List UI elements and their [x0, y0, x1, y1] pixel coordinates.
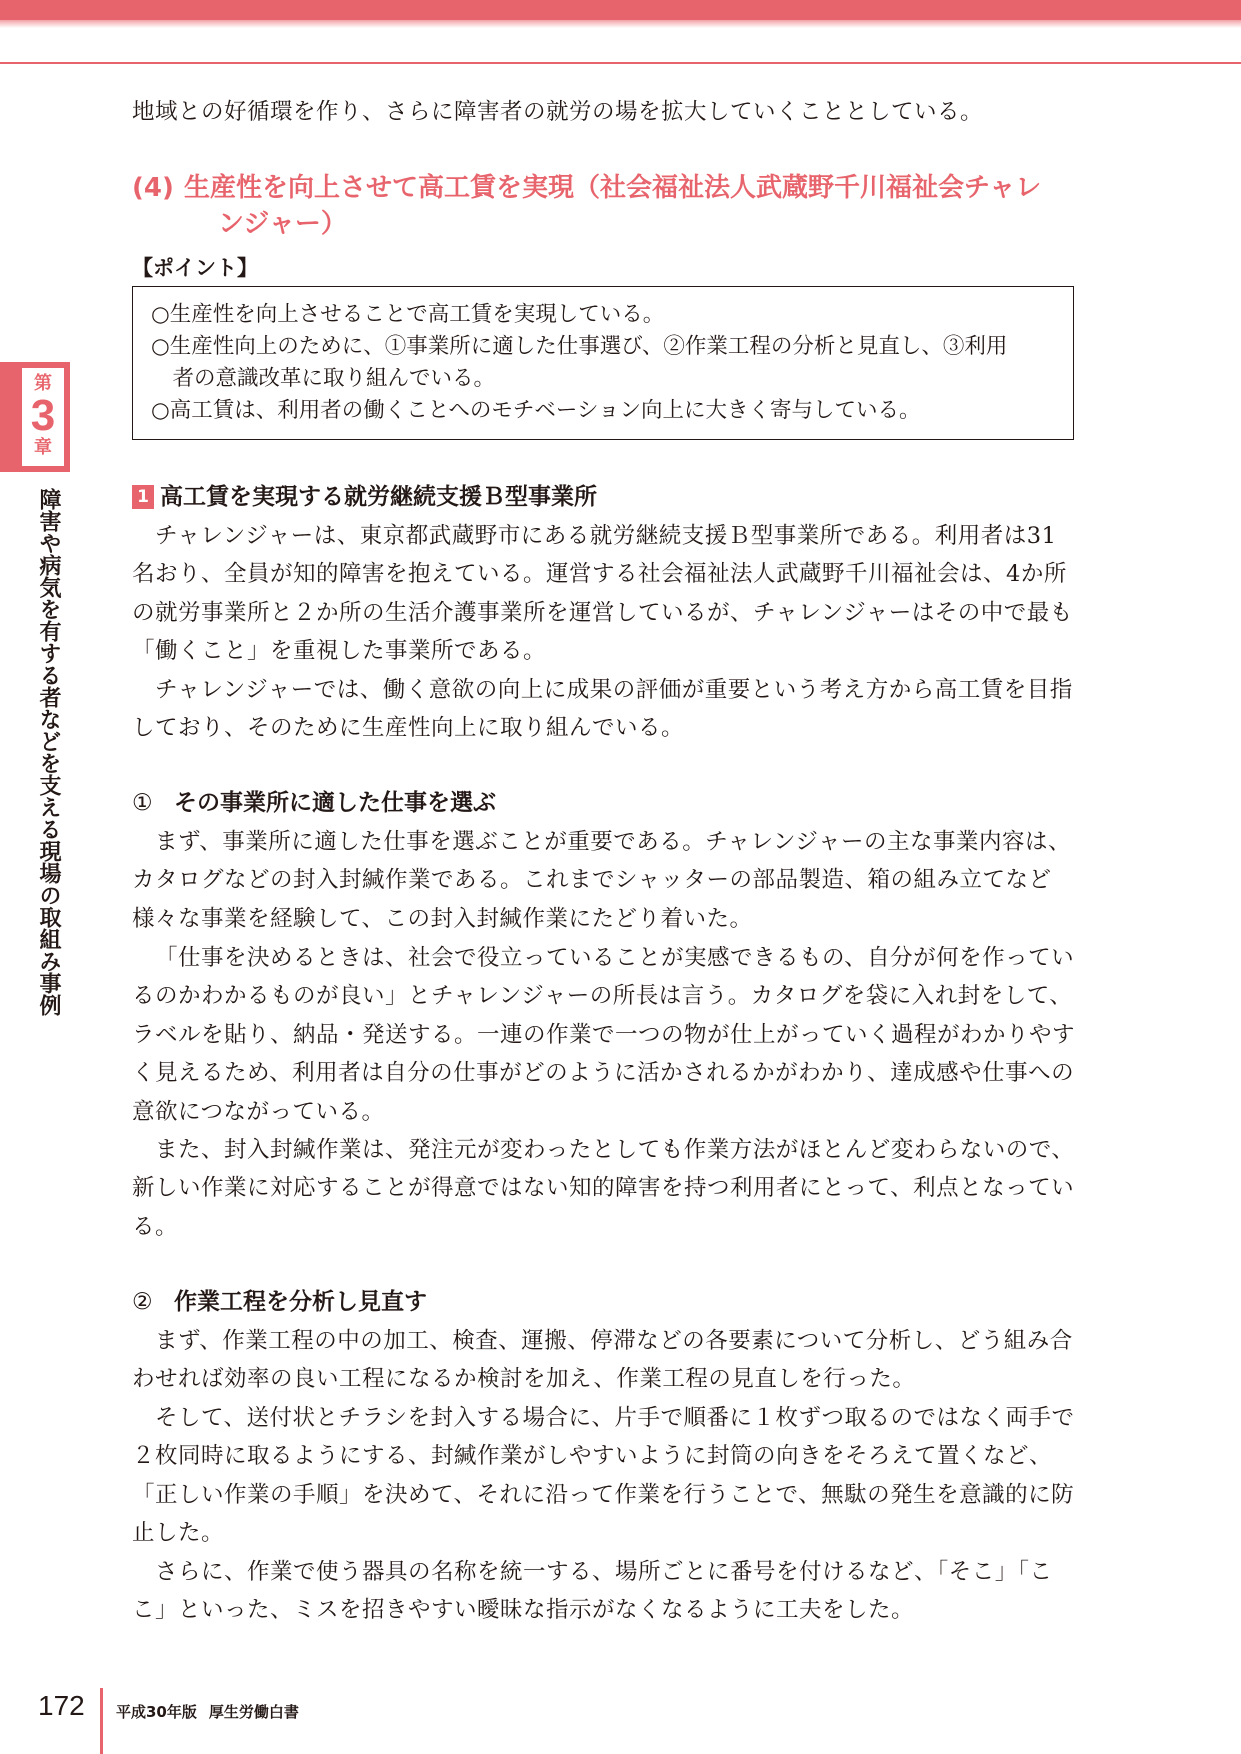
subheading-3-title: 作業工程を分析し見直す [174, 1289, 427, 1315]
point-label: 【ポイント】 [132, 256, 258, 280]
section-title-line2: ンジャー） [218, 209, 347, 239]
chapter-side-title: 障害や病気を有する者などを支える現場の取組み事例 [36, 488, 61, 1016]
section-heading-continued [218, 206, 1162, 243]
paragraph-2: チャレンジャーでは、働く意欲の向上に成果の評価が重要という考え方から高工賃を目指しており、そのために生産性向上に取り組んでいる。 [132, 677, 1073, 742]
subheading-1-title: 高工賃を実現する就労継続支援Ｂ型事業所 [160, 484, 597, 510]
section-heading [132, 170, 1076, 207]
chapter-number: 3 [30, 391, 56, 440]
intro-paragraph: 地域との好循環を作り、さらに障害者の就労の場を拡大していくこととしている。 [132, 99, 984, 125]
top-accent-band [0, 0, 1241, 20]
chapter-tab-inner [22, 368, 64, 466]
subheading-2-title: その事業所に適した仕事を選ぶ [174, 790, 496, 816]
paragraph-4: 「仕事を決めるときは、社会で役立っていることが実感できるもの、自分が何を作っているのかわかるものが良い」とチャレンジャーの所長は言う。カタログを袋に入れ封をして、ラベルを貼り、納品・発送する。一連の作業で一つの物が仕上がっていく過程がわかりやすく見えるため、利用者は自分の仕事がどのように活かされるかがわかり、達成感や仕事への意欲につながっている。 [132, 945, 1076, 1125]
header-rule [0, 62, 1241, 64]
subheading-3 [132, 1286, 427, 1318]
subheading-1 [132, 481, 597, 513]
footer-edition: 平成30年版 [116, 1703, 197, 1721]
section-number: (4) [132, 173, 174, 203]
chapter-tab [0, 362, 70, 472]
point-box [132, 286, 1074, 440]
footer-title [116, 1701, 311, 1722]
paragraph-1: チャレンジャーは、東京都武蔵野市にある就労継続支援Ｂ型事業所である。利用者は31名おり、全員が知的障害を抱えている。運営する社会福祉法人武蔵野千川福祉会は、4か所の就労事業所と２か所の生活介護事業所を運営しているが、チャレンジャーはその中で最も「働くこと」を重視した事業所である。 [132, 523, 1073, 665]
paragraph-5: また、封入封緘作業は、発注元が変わったとしても作業方法がほとんど変わらないので、新しい作業に対応することが得意ではない知的障害を持つ利用者にとって、利点となっている。 [132, 1137, 1075, 1240]
point-item: ○生産性向上のために、①事業所に適した仕事選び、②作業工程の分析と見直し、③利用 [151, 334, 1008, 359]
chapter-label-bottom: 章 [34, 437, 52, 458]
paragraph-3: まず、事業所に適した仕事を選ぶことが重要である。チャレンジャーの主な事業内容は、カタログなどの封入封緘作業である。これまでシャッターの部品製造、箱の組み立てなど様々な事業を経験して、この封入封緘作業にたどり着いた。 [132, 829, 1071, 932]
subheading-badge: 1 [132, 485, 154, 509]
paragraph-7: そして、送付状とチラシを封入する場合に、片手で順番に１枚ずつ取るのではなく両手で２枚同時に取るようにする、封緘作業がしやすいように封筒の向きをそろえて置くなど、「正しい作業の手順」を決めて、それに沿って作業を行うことで、無駄の発生を意識的に防止した。 [132, 1405, 1075, 1547]
point-item: ○高工賃は、利用者の働くことへのモチベーション向上に大きく寄与している。 [151, 398, 921, 423]
point-item: ○生産性を向上させることで高工賃を実現している。 [151, 302, 665, 327]
section-title-line1: 生産性を向上させて高工賃を実現（社会福祉法人武蔵野千川福祉会チャレ [184, 173, 1042, 203]
subheading-2-number: ① [132, 790, 153, 816]
page-number: 172 [38, 1690, 85, 1721]
subheading-2 [132, 787, 496, 819]
paragraph-6: まず、作業工程の中の加工、検査、運搬、停滞などの各要素について分析し、どう組み合わせれば効率の良い工程になるか検討を加え、作業工程の見直しを行った。 [132, 1328, 1073, 1393]
chapter-label-top: 第 [34, 373, 52, 394]
footer-book-title: 厚生労働白書 [208, 1703, 299, 1721]
paragraph-8: さらに、作業で使う器具の名称を統一する、場所ごとに番号を付けるなど、「そこ」「ここ」といった、ミスを招きやすい曖昧な指示がなくなるように工夫をした。 [132, 1559, 1053, 1624]
point-item: 者の意識改革に取り組んでいる。 [151, 366, 496, 391]
top-accent-fade [0, 20, 1241, 28]
subheading-3-number: ② [132, 1289, 153, 1315]
footer-divider [100, 1688, 103, 1754]
